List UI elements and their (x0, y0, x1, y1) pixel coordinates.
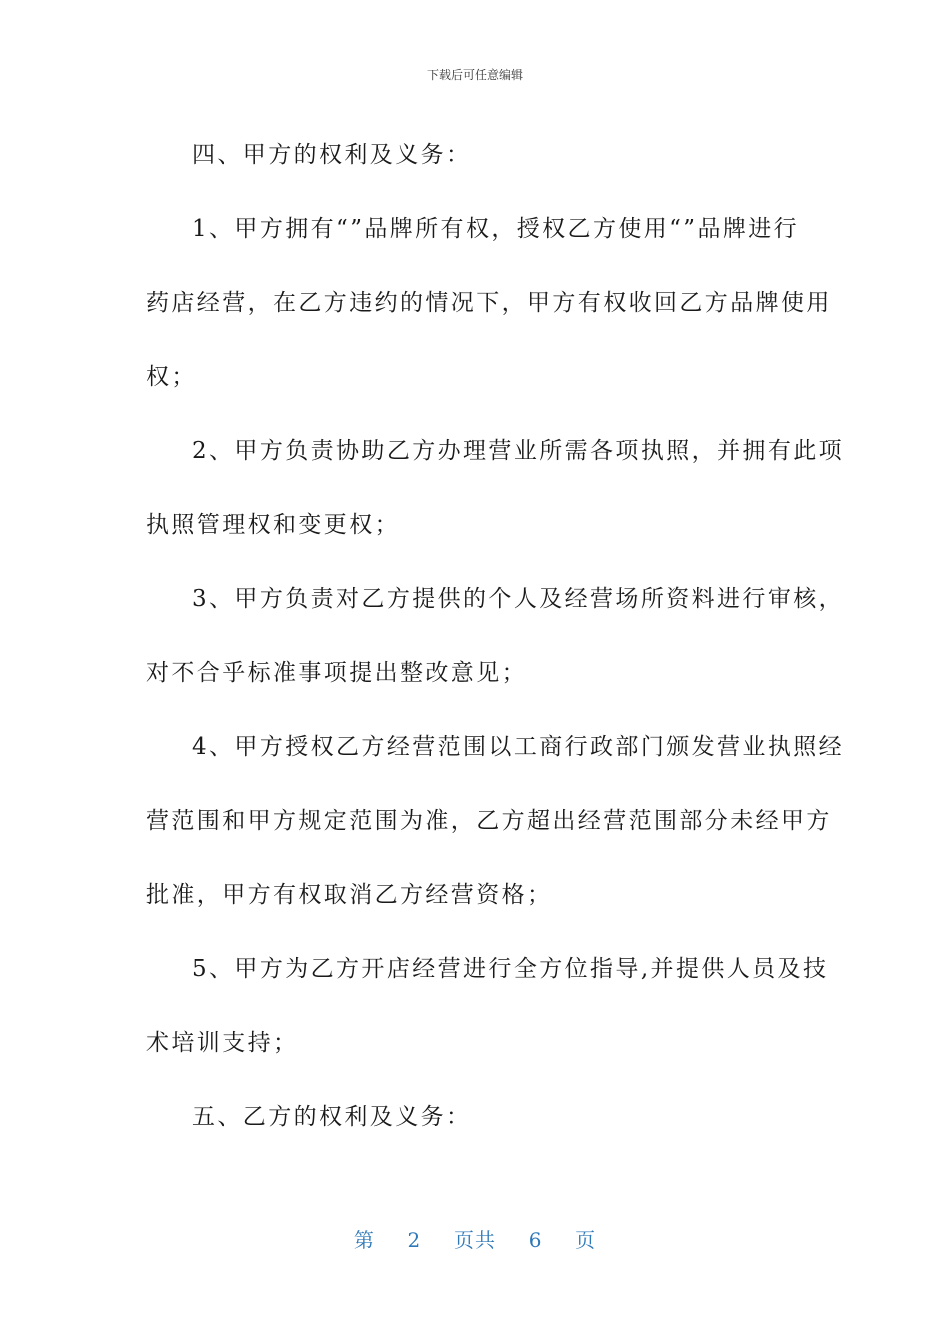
clause-3 (146, 562, 845, 710)
text-line: 4、甲方授权乙方经营范围以工商行政部门颁发营业执照经 (192, 734, 845, 760)
text-line: 批准，甲方有权取消乙方经营资格； (146, 882, 553, 908)
section-heading-party-a (146, 118, 806, 192)
text-line: 术培训支持； (146, 1030, 299, 1056)
text-line: 1、甲方拥有“”品牌所有权，授权乙方使用“”品牌进行 (192, 216, 800, 242)
document-body (146, 118, 845, 1154)
text-line: 四、甲方的权利及义务： (192, 142, 472, 168)
text-line: 五、乙方的权利及义务： (192, 1104, 472, 1130)
text-line: 5、甲方为乙方开店经营进行全方位指导,并提供人员及技 (192, 956, 829, 982)
text-line: 药店经营，在乙方违约的情况下，甲方有权收回乙方品牌使用 (146, 290, 832, 316)
footer-suffix: 页 (575, 1228, 597, 1252)
footer-middle: 页共 (454, 1228, 496, 1252)
clause-4 (146, 710, 845, 932)
text-line: 执照管理权和变更权； (146, 512, 400, 538)
clause-2 (146, 414, 845, 562)
total-page-count: 6 (528, 1228, 543, 1252)
text-line: 权； (146, 364, 197, 390)
section-heading-party-b (146, 1080, 806, 1154)
text-line: 对不合乎标准事项提出整改意见； (146, 660, 527, 686)
page-footer (0, 1224, 950, 1253)
text-line: 3、甲方负责对乙方提供的个人及经营场所资料进行审核， (192, 586, 845, 612)
clause-1 (146, 192, 832, 414)
page-header: 下载后可任意编辑 (426, 68, 523, 82)
current-page-number: 2 (407, 1228, 422, 1252)
clause-5 (146, 932, 829, 1080)
text-line: 2、甲方负责协助乙方办理营业所需各项执照，并拥有此项 (192, 438, 845, 464)
footer-prefix: 第 (353, 1228, 375, 1252)
text-line: 营范围和甲方规定范围为准，乙方超出经营范围部分未经甲方 (146, 808, 832, 834)
